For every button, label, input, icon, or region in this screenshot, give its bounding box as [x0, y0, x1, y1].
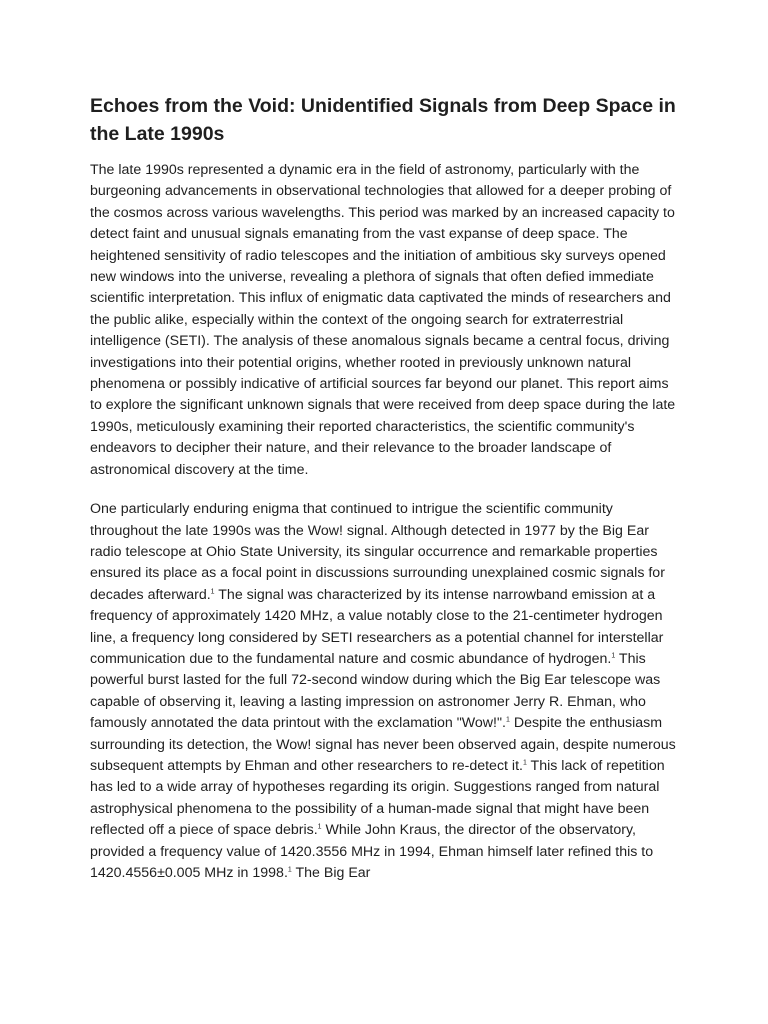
paragraph-text: This powerful burst lasted for the full 72-second window during which the Big Ear telescope was capable of observing it, leaving a lasting impression on astronomer Jerry R. Ehman, who famously annotated the data printout with the exclamation "Wow!". — [90, 650, 661, 732]
intro-paragraph — [90, 160, 680, 481]
paragraph-text: The late 1990s represented a dynamic era in the field of astronomy, particularly with the burgeoning advancements in observational technologies that allowed for a deeper probing of the cosmos across various wavelengths. This period was marked by an increased capacity to detect faint and unusual signals emanating from the vast expanse of deep space. The heightened sensitivity of radio telescopes and the initiation of ambitious sky surveys opened new windows into the universe, revealing a plethora of signals that often defied immediate scientific interpretation. This influx of enigmatic data captivated the minds of researchers and the public alike, especially within the context of the ongoing search for extraterrestrial intelligence (SETI). The analysis of these anomalous signals became a central focus, driving investigations into their potential origins, whether rooted in previously unknown natural phenomena or possibly indicative of artificial sources far beyond our planet. This report aims to explore the significant unknown signals that were received from deep space during the late 1990s, meticulously examining their reported characteristics, the scientific community's endeavors to decipher their nature, and their relevance to the broader landscape of astronomical discovery at the time. — [90, 162, 676, 478]
document-page — [90, 92, 680, 902]
wow-signal-paragraph — [90, 499, 680, 884]
paragraph-text: This lack of repetition has led to a wide array of hypotheses regarding its origin. Suggestions ranged from natural astrophysical phenomena to the possibility of a human-made signal that might have been reflected off a piece of space debris. — [90, 757, 665, 839]
paragraph-text: While John Kraus, the director of the observatory, provided a frequency value of 1420.3556 MHz in 1994, Ehman himself later refined this to 1420.4556±0.005 MHz in 1998. — [90, 822, 654, 881]
paragraph-text: Despite the enthusiasm surrounding its detection, the Wow! signal has never been observed again, despite numerous subsequent attempts by Ehman and other researchers to re-detect it. — [90, 715, 676, 774]
paragraph-text: The signal was characterized by its intense narrowband emission at a frequency of approximately 1420 MHz, a value notably close to the 21-centimeter hydrogen line, a frequency long considered by SETI researchers as a potential channel for interstellar communication due to the fundamental nature and cosmic abundance of hydrogen. — [90, 586, 664, 667]
document-title: Echoes from the Void: Unidentified Signals from Deep Space in the Late 1990s — [90, 95, 676, 145]
paragraph-text: One particularly enduring enigma that continued to intrigue the scientific community throughout the late 1990s was the Wow! signal. Although detected in 1977 by the Big Ear radio telescope at Ohio State University, its singular occurrence and remarkable properties ensured its place as a focal point in discussions surrounding unexplained cosmic signals for decades afterward. — [90, 501, 665, 603]
citation-marker[interactable]: 1 — [317, 823, 322, 831]
citation-marker[interactable]: 1 — [611, 652, 616, 660]
citation-marker[interactable]: 1 — [287, 866, 292, 874]
citation-marker[interactable]: 1 — [522, 759, 527, 767]
citation-marker[interactable]: 1 — [210, 587, 215, 595]
paragraph-text: The Big Ear — [291, 865, 371, 881]
citation-marker[interactable]: 1 — [505, 716, 510, 724]
